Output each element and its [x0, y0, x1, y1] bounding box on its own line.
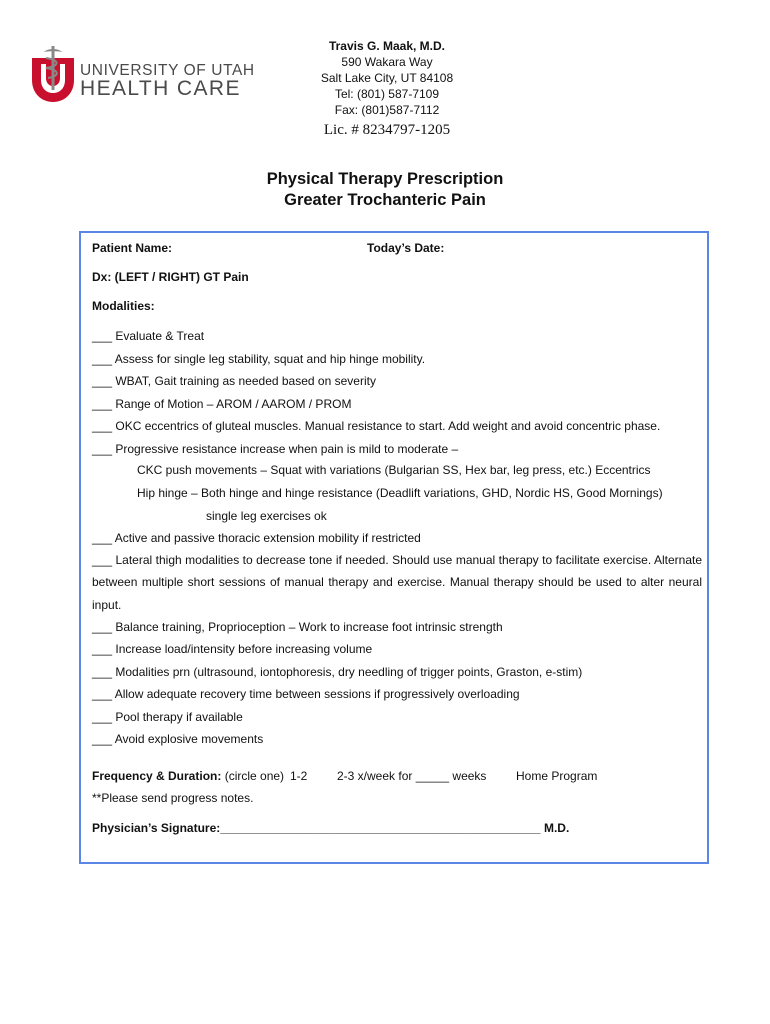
frequency-option-home[interactable]: Home Program: [516, 769, 598, 783]
checklist-item[interactable]: ___ Assess for single leg stability, squat and hip hinge mobility.: [92, 352, 426, 366]
patient-name-field[interactable]: Patient Name:: [92, 241, 173, 255]
telephone: Tel: (801) 587-7109: [334, 87, 440, 101]
university-logo: [30, 44, 255, 106]
document-title: Physical Therapy Prescription: [266, 170, 504, 188]
checklist-item[interactable]: ___ Balance training, Proprioception – Work to increase foot intrinsic strength: [92, 620, 503, 634]
checklist-item[interactable]: ___ Range of Motion – AROM / AAROM / PROM: [92, 397, 352, 411]
checklist-item[interactable]: ___ Allow adequate recovery time between sessions if progressively overloading: [92, 687, 520, 701]
frequency-instruction: (circle one): [224, 769, 285, 783]
hip-hinge-subitem-continued: single leg exercises ok: [206, 509, 327, 523]
signature-suffix: M.D.: [543, 821, 570, 835]
todays-date-field[interactable]: Today’s Date:: [367, 241, 445, 255]
checklist-item[interactable]: ___ Modalities prn (ultrasound, iontophoresis, dry needling of trigger points, Graston, e-stim): [92, 665, 583, 679]
address-line-1: 590 Wakara Way: [341, 55, 433, 69]
frequency-option-1-2[interactable]: 1-2: [290, 769, 308, 783]
frequency-label: Frequency & Duration:: [92, 769, 222, 783]
frequency-option-2-3[interactable]: 2-3 x/week for _____ weeks: [337, 769, 487, 783]
checklist-item[interactable]: ___ Avoid explosive movements: [92, 732, 264, 746]
lateral-thigh-item[interactable]: ___ Lateral thigh modalities to decrease tone if needed. Should use manual therapy to facilitate exercise. Alternate between multiple short sessions of manual therapy and exercise. Manual therapy should be used to alter neural input.: [92, 553, 702, 612]
diagnosis: Dx: (LEFT / RIGHT) GT Pain: [92, 270, 249, 284]
caduceus-shield-icon: [30, 44, 76, 104]
signature-line[interactable]: ________________________________________________: [220, 821, 541, 835]
checklist-item[interactable]: ___ Increase load/intensity before increasing volume: [92, 642, 373, 656]
checklist-item[interactable]: ___ OKC eccentrics of gluteal muscles. Manual resistance to start. Add weight and avoid concentric phase.: [92, 419, 661, 433]
checklist-item[interactable]: ___ Progressive resistance increase when pain is mild to moderate –: [92, 442, 459, 456]
physician-info: [262, 38, 512, 141]
modalities-heading: Modalities:: [92, 299, 155, 313]
document-subtitle: Greater Trochanteric Pain: [284, 191, 486, 209]
checklist-item[interactable]: ___ Evaluate & Treat: [92, 329, 205, 343]
logo-health-care-text: HEALTH CARE: [80, 77, 241, 100]
logo-university-text: UNIVERSITY OF UTAH: [80, 62, 255, 79]
doctor-name: Travis G. Maak, M.D.: [328, 39, 446, 53]
progress-notes: **Please send progress notes.: [92, 791, 254, 805]
prescription-form: [79, 231, 709, 864]
license-number: Lic. # 8234797-1205: [323, 122, 451, 138]
checklist-item[interactable]: ___ Active and passive thoracic extension mobility if restricted: [92, 531, 421, 545]
checklist-item[interactable]: ___ Pool therapy if available: [92, 710, 243, 724]
address-line-2: Salt Lake City, UT 84108: [320, 71, 454, 85]
fax: Fax: (801)587-7112: [334, 103, 440, 117]
ckc-push-subitem: CKC push movements – Squat with variations (Bulgarian SS, Hex bar, leg press, etc.) Eccentrics: [137, 463, 651, 477]
signature-label: Physician’s Signature:: [92, 821, 221, 835]
hip-hinge-subitem: Hip hinge – Both hinge and hinge resistance (Deadlift variations, GHD, Nordic HS, Good Mornings): [137, 486, 663, 500]
frequency-duration: [92, 769, 284, 783]
physician-signature[interactable]: [92, 821, 569, 835]
checklist-item[interactable]: ___ WBAT, Gait training as needed based on severity: [92, 374, 376, 388]
